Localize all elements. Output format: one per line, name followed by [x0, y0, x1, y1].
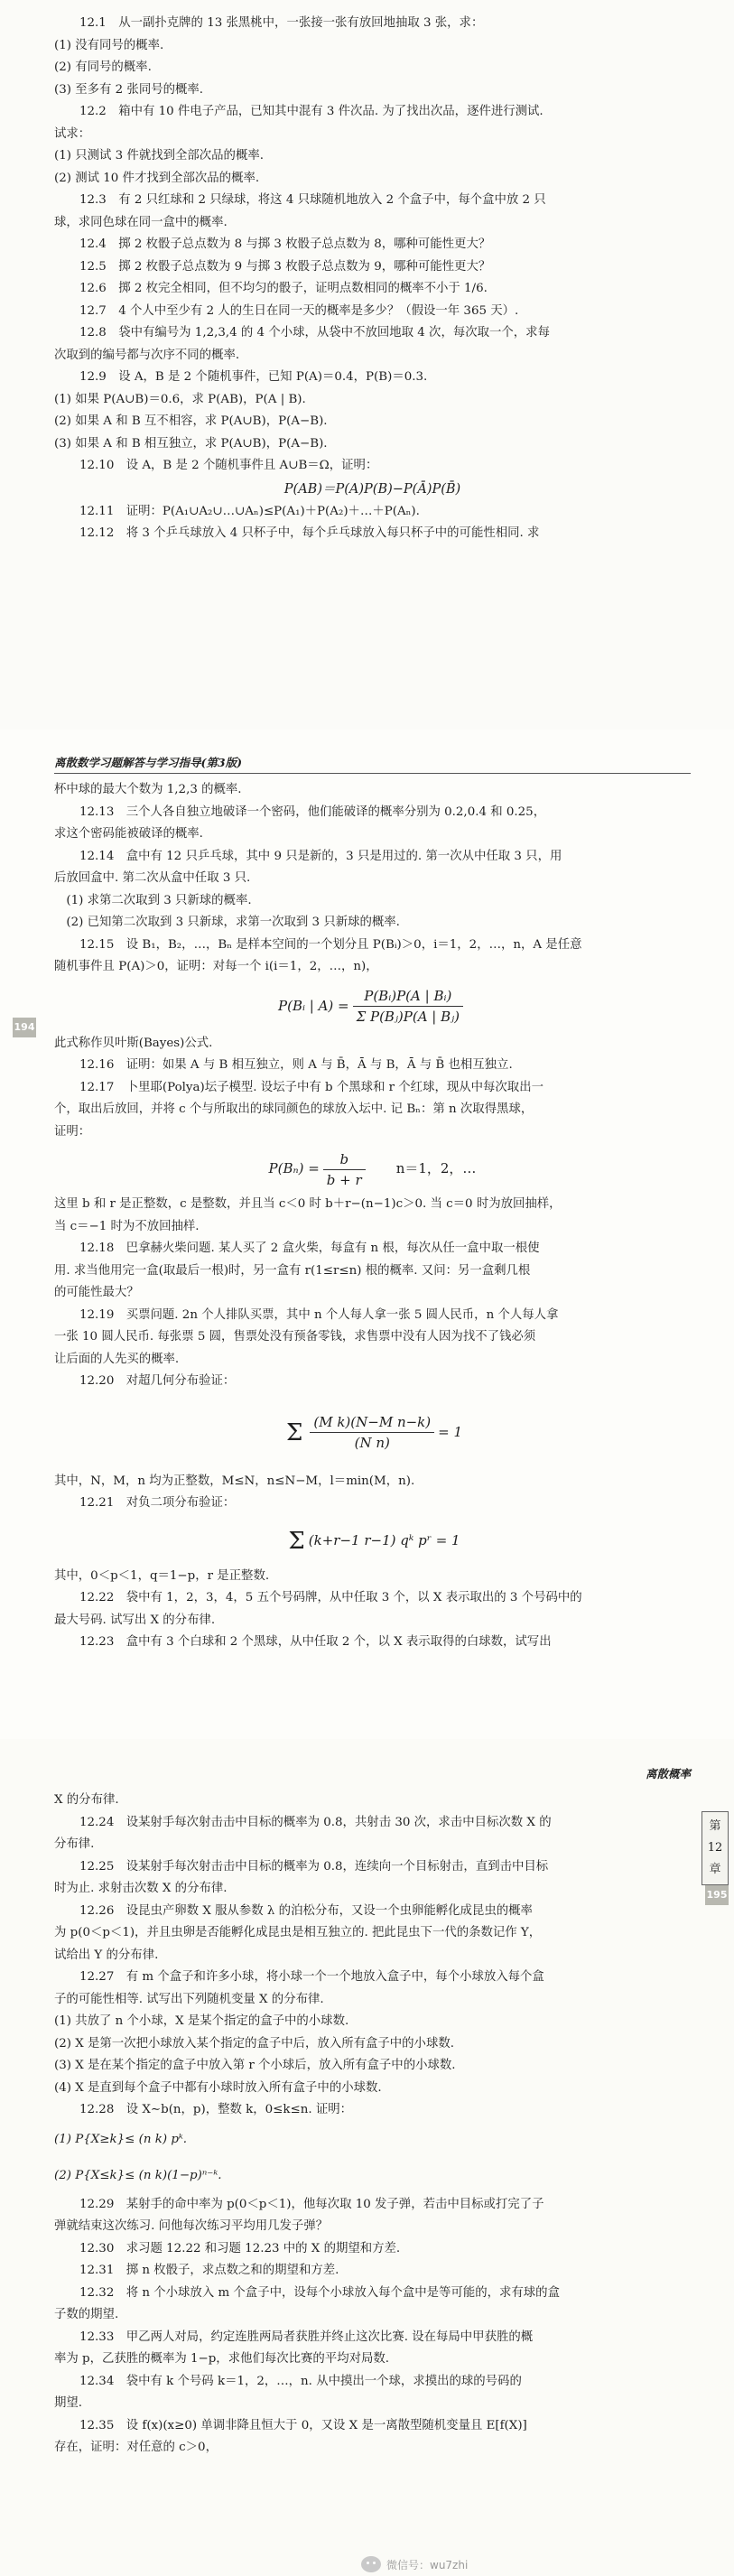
binomial-bound: (2) P{X≤k}≤ (n k)(1−p)ⁿ⁻ᵏ.: [54, 2168, 222, 2182]
exercise-list-page1: [54, 13, 691, 545]
exercise-line: 12.24 设某射手每次射击击中目标的概率为 0.8，共射击 30 次，求击中目标次数 X 的: [79, 1815, 552, 1829]
formula-lhs: P(Bₙ) =: [268, 1160, 320, 1176]
text-line: (1) 共放了 n 个小球，X 是某个指定的盒子中的小球数.: [54, 2014, 349, 2028]
exercise-line: 12.29 某射手的命中率为 p(0＜p＜1)，他每次取 10 发子弹，若击中目标或打完了子: [79, 2197, 544, 2211]
binomial-bound: (1) P{X≥k}≤ (n k) pᵏ.: [54, 2132, 188, 2146]
text-line: (2) X 是第一次把小球放入某个指定的盒子中后，放入所有盒子中的小球数.: [54, 2036, 454, 2051]
text-line: 子数的期望.: [54, 2308, 119, 2321]
exercise-line: 12.20 对超几何分布验证：: [79, 1374, 236, 1388]
exercise-line: 12.31 掷 n 枚骰子，求点数之和的期望和方差.: [79, 2264, 339, 2277]
chapter-tab: 第12章: [701, 1811, 729, 1885]
textbook-page-194: [0, 730, 734, 1739]
text-line: (2) 如果 A 和 B 互不相容，求 P(A∪B)，P(A−B).: [54, 414, 328, 428]
text-line: (2) 已知第二次取到 3 只新球，求第一次取到 3 只新球的概率.: [54, 916, 400, 929]
exercise-line: 12.35 设 f(x)(x≥0) 单调非降且恒大于 0，又设 X 是一离散型随机变量且 E[f(X)]: [79, 2418, 527, 2432]
text-line: 证明：: [54, 1124, 91, 1139]
textbook-page-195: [0, 1739, 734, 2576]
exercise-line: 12.30 求习题 12.22 和习题 12.23 中的 X 的期望和方差.: [79, 2241, 401, 2255]
formula: P(AB)＝P(A)P(B)−P(Ā)P(B̄): [283, 481, 461, 497]
exercise-list-page2: [54, 779, 691, 1654]
text-line: 这里 b 和 r 是正整数，c 是整数，并且当 c＜0 时 b＋r−(n−1)c＞0. 当 c＝0 时为放回抽样，: [54, 1197, 562, 1211]
exercise-line: 12.12 将 3 个乒乓球放入 4 只杯子中，每个乒乓球放入每只杯子中的可能性相同. 求: [79, 526, 540, 540]
exercise-line: 12.32 将 n 个小球放入 m 个盒子中，设每个小球放入每个盒中是等可能的，求有球的盒: [79, 2285, 560, 2300]
text-line: 的可能性最大？: [54, 1286, 139, 1299]
text-line: 存在，证明：对任意的 c＞0，: [54, 2441, 218, 2454]
exercise-line: 12.3 有 2 只红球和 2 只绿球，将这 4 只球随机地放入 2 个盒子中，每个盒中放 2 只: [79, 193, 546, 207]
exercise-line: 12.6 掷 2 枚完全相同，但不均匀的骰子，证明点数相同的概率不小于 1/6.: [79, 282, 488, 295]
text-line: 弹就结束这次练习. 问他每次练习平均用几发子弹？: [54, 2219, 329, 2233]
exercise-line: 12.14 盒中有 12 只乒乓球，其中 9 只是新的，3 只是用过的. 第一次从中任取 3 只，用: [79, 849, 562, 863]
exercise-line: 12.27 有 m 个盒子和许多小球，将小球一个一个地放入盒子中，每个小球放入每个盒: [79, 1970, 544, 1984]
exercise-line: 12.7 4 个人中至少有 2 人的生日在同一天的概率是多少？（假设一年 365 天）.: [79, 303, 519, 318]
exercise-line: 12.4 掷 2 枚骰子总点数为 8 与掷 3 枚骰子总点数为 8，哪种可能性更大？: [79, 237, 491, 251]
text-line: 球，求同色球在同一盒中的概率.: [54, 215, 228, 229]
text-line: (2) 有同号的概率.: [54, 60, 152, 74]
text-line: X 的分布律.: [54, 1793, 119, 1807]
text-line: 杯中球的最大个数为 1,2,3 的概率.: [54, 783, 242, 796]
wechat-id: 微信号：wu7zhi: [386, 2558, 469, 2571]
text-line: 用. 求当他用完一盒(取最后一根)时，另一盒有 r(1≤r≤n) 根的概率. 又问：另一盒剩几根: [54, 1263, 531, 1278]
text-line: 分布律.: [54, 1837, 95, 1851]
exercise-line: 12.19 买票问题. 2n 个人排队买票，其中 n 个人每人拿一张 5 圆人民币，n 个人每人拿: [79, 1307, 559, 1322]
text-line: (4) X 是直到每个盒子中都有小球时放入所有盒子中的小球数.: [54, 2080, 382, 2095]
text-line: 时为止. 求射击次数 X 的分布律.: [54, 1882, 228, 1895]
exercise-line: 12.5 掷 2 枚骰子总点数为 9 与掷 3 枚骰子总点数为 9，哪种可能性更大？: [79, 259, 491, 274]
running-head-right: 离散概率: [645, 1767, 691, 1781]
text-line: (3) 至多有 2 张同号的概率.: [54, 82, 204, 97]
exercise-line: 12.34 袋中有 k 个号码 k＝1，2，…，n. 从中摸出一个球，求摸出的球的号码的: [79, 2374, 522, 2388]
text-line: 后放回盒中. 第二次从盒中任取 3 只.: [54, 871, 251, 885]
exercise-line: 12.21 对负二项分布验证：: [79, 1496, 236, 1510]
bayes-formula: P(Bᵢ | A) = $\frac{\text{P(Bᵢ)P(A | Bᵢ)}}{\text{Σ P(Bⱼ)P(A | Bⱼ)}}$: [54, 979, 691, 1033]
textbook-page-top: [0, 0, 734, 730]
text-line: 此式称作贝叶斯(Bayes)公式.: [54, 1036, 213, 1050]
text-line: (1) 如果 P(A∪B)＝0.6，求 P(AB)，P(A | B).: [54, 392, 306, 406]
negative-binomial-formula: Σ (k+r−1 r−1) qᵏ pʳ = 1: [288, 1527, 460, 1555]
text-line: (3) 如果 A 和 B 相互独立，求 P(A∪B)，P(A−B).: [54, 436, 328, 451]
exercise-line: 12.33 甲乙两人对局，约定连胜两局者获胜并终止这次比赛. 设在每局中甲获胜的概: [79, 2330, 534, 2344]
text-line: 次取到的编号都与次序不同的概率.: [54, 348, 240, 362]
exercise-line: 12.17 卜里耶(Polya)坛子模型. 设坛子中有 b 个黑球和 r 个红球，现从中每次取出一: [79, 1080, 544, 1094]
wechat-icon: [361, 2556, 381, 2572]
exercise-line: 12.2 箱中有 10 件电子产品，已知其中混有 3 件次品. 为了找出次品，逐件进行测试.: [79, 105, 544, 118]
text-line: 当 c＝−1 时为不放回抽样.: [54, 1219, 200, 1233]
text-line: 为 p(0＜p＜1)，并且虫卵是否能孵化成昆虫是相互独立的. 把此昆虫下一代的条数记作 Y，: [54, 1926, 542, 1939]
text-line: 求这个密码能被破译的概率.: [54, 827, 203, 841]
text-line: 最大号码. 试写出 X 的分布律.: [54, 1613, 216, 1627]
text-line: 其中，N，M，n 均为正整数，M≤N，n≤N−M，l＝min(M，n).: [54, 1474, 415, 1488]
text-line: 其中，0＜p＜1，q＝1−p，r 是正整数.: [54, 1568, 270, 1583]
text-line: (3) X 是在某个指定的盒子中放入第 r 个小球后，放入所有盒子中的小球数.: [54, 2059, 456, 2072]
exercise-line: 12.10 设 A，B 是 2 个随机事件且 A∪B＝Ω，证明：: [79, 459, 378, 472]
footer-watermark: [361, 2556, 468, 2572]
text-line: 随机事件且 P(A)＞0，证明：对每一个 i(i＝1，2，…，n)，: [54, 960, 378, 973]
text-line: 让后面的人先买的概率.: [54, 1352, 180, 1366]
text-line: 试给出 Y 的分布律.: [54, 1948, 159, 1962]
exercise-line: 12.28 设 X∼b(n，p)，整数 k，0≤k≤n. 证明：: [79, 2103, 353, 2116]
text-line: (1) 只测试 3 件就找到全部次品的概率.: [54, 149, 264, 163]
page-number-194: 194: [13, 1018, 36, 1037]
text-line: 期望.: [54, 2396, 83, 2410]
hypergeometric-formula: Σ $\frac{\text{(M k)(N−M n−k)}}{\text{(N n)}}$ = 1: [285, 1414, 463, 1451]
text-line: 子的可能性相等. 试写出下列随机变量 X 的分布律.: [54, 1992, 324, 2006]
exercise-line: 12.16 证明：如果 A 与 B 相互独立，则 A 与 B̄，Ā 与 B，Ā 与 B̄ 也相互独立.: [79, 1058, 513, 1072]
exercise-line: 12.22 袋中有 1，2，3，4，5 五个号码牌，从中任取 3 个，以 X 表示取出的 3 个号码中的: [79, 1591, 582, 1604]
text-line: (1) 没有同号的概率.: [54, 38, 164, 52]
page-number-195: 195: [705, 1885, 729, 1905]
exercise-line: 12.13 三个人各自独立地破译一个密码，他们能破译的概率分别为 0.2,0.4 和 0.25，: [79, 804, 546, 819]
exercise-line: 12.1 从一副扑克牌的 13 张黑桃中，一张接一张有放回地抽取 3 张，求：: [79, 16, 484, 30]
text-line: 一张 10 圆人民币. 每张票 5 圆，售票处没有预备零钱，求售票中没有人因为找不了钱必须: [54, 1330, 536, 1344]
exercise-line: 12.23 盒中有 3 个白球和 2 个黑球，从中任取 2 个，以 X 表示取得的白球数，试写出: [79, 1635, 552, 1649]
exercise-line: 12.8 袋中有编号为 1,2,3,4 的 4 个小球，从袋中不放回地取 4 次，每次取一个，求每: [79, 326, 550, 339]
exercise-line: 12.9 设 A，B 是 2 个随机事件，已知 P(A)＝0.4，P(B)＝0.3.: [79, 370, 428, 384]
exercise-list-page3: [54, 1790, 691, 2460]
exercise-line: 12.15 设 B₁，B₂，…，Bₙ 是样本空间的一个划分且 P(Bᵢ)＞0，i＝1，2，…，n，A 是任意: [79, 937, 582, 952]
formula-rhs: = 1: [435, 1531, 460, 1548]
formula-lhs: P(Bᵢ | A) =: [278, 997, 349, 1014]
polya-formula: P(Bₙ) = $\frac{b}{b + r}$ n＝1，2，…: [268, 1150, 477, 1188]
running-head-left: 离散数学习题解答与学习指导(第3版): [54, 753, 691, 774]
formula-rhs: = 1: [438, 1423, 463, 1440]
text-line: (2) 测试 10 件才找到全部次品的概率.: [54, 171, 260, 185]
text-line: 率为 p，乙获胜的概率为 1−p，求他们每次比赛的平均对局数.: [54, 2352, 390, 2366]
text-line: 个，取出后放回，并将 c 个与所取出的球同颜色的球放入坛中. 记 Bₙ：第 n 次取得黑球，: [54, 1102, 534, 1116]
exercise-line: 12.11 证明：P(A₁∪A₂∪…∪Aₙ)≤P(A₁)＋P(A₂)＋…＋P(Aₙ).: [79, 504, 420, 518]
exercise-line: 12.18 巴拿赫火柴问题. 某人买了 2 盒火柴，每盒有 n 根，每次从任一盒中取一根使: [79, 1242, 540, 1255]
text-line: 试求：: [54, 126, 91, 141]
exercise-line: 12.25 设某射手每次射击击中目标的概率为 0.8，连续向一个目标射击，直到击中目标: [79, 1859, 549, 1874]
text-line: (1) 求第二次取到 3 只新球的概率.: [54, 893, 252, 907]
exercise-line: 12.26 设昆虫产卵数 X 服从参数 λ 的泊松分布，又设一个虫卵能孵化成昆虫的概率: [79, 1903, 533, 1918]
